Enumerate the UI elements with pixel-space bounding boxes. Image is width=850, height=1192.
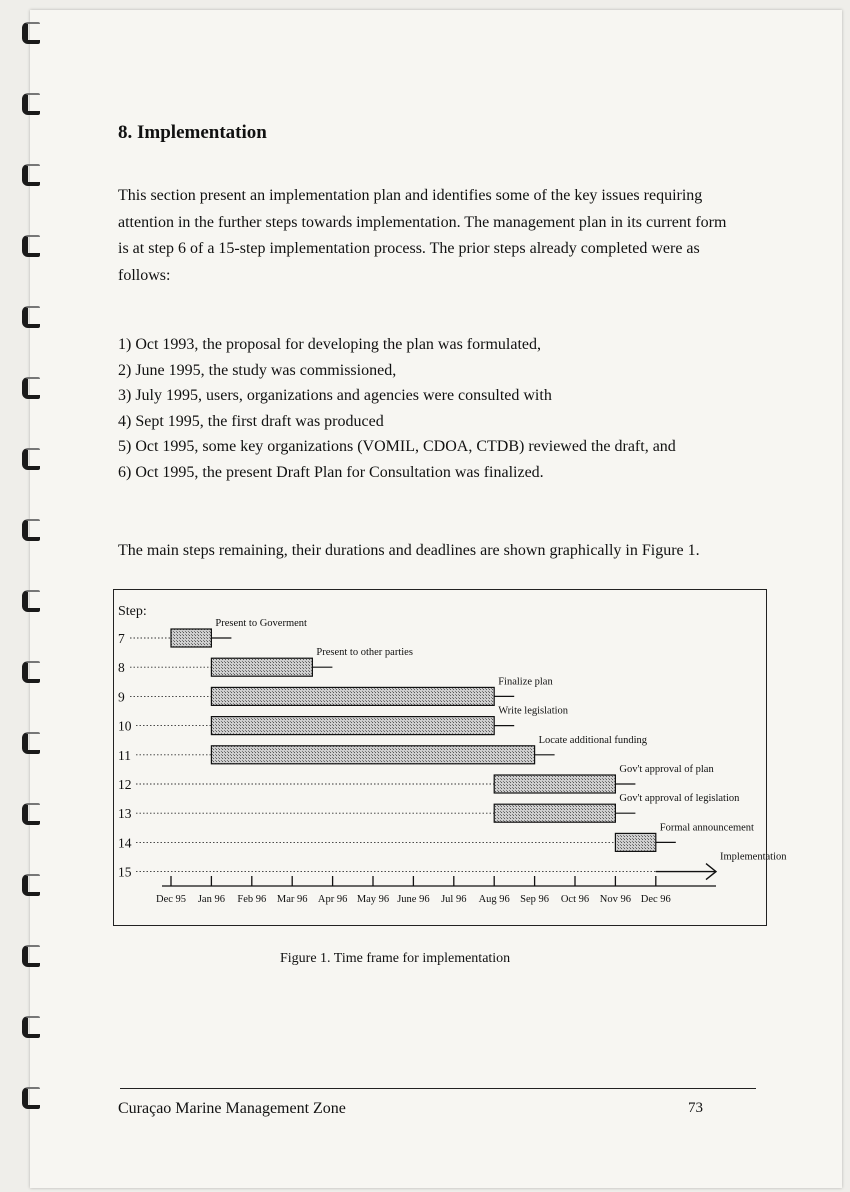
binding-ring — [22, 93, 40, 115]
task-bar — [494, 804, 615, 822]
remaining-steps-intro: The main steps remaining, their durations and deadlines are shown graphically in Figure 1. — [118, 542, 700, 559]
binding-ring — [22, 377, 40, 399]
x-tick-label: Oct 96 — [560, 894, 590, 905]
x-tick-label: Jul 96 — [441, 894, 467, 905]
task-label: Write legislation — [498, 705, 569, 717]
task-label: Formal announcement — [659, 822, 754, 834]
list-item: 5) Oct 1995, some key organizations (VOMIL, CDOA, CTDB) reviewed the draft, and — [118, 438, 676, 455]
x-tick-label: Apr 96 — [317, 894, 348, 905]
task-bar — [211, 658, 312, 676]
task-label: Locate additional funding — [538, 734, 648, 746]
x-tick-label: Sep 96 — [520, 894, 550, 905]
binding-ring — [22, 590, 40, 612]
task-label: Finalize plan — [498, 676, 553, 688]
x-tick-label: May 96 — [356, 894, 390, 905]
list-item: 2) June 1995, the study was commissioned, — [118, 361, 397, 379]
step-number: 7 — [118, 631, 125, 646]
step-number: 11 — [118, 747, 131, 763]
step-number: 9 — [118, 689, 125, 705]
list-item: 4) Sept 1995, the first draft was produced — [118, 412, 384, 430]
binding-ring — [22, 519, 40, 541]
binding-ring — [22, 945, 40, 967]
task-label: Gov't approval of legislation — [619, 793, 740, 805]
x-tick-label: June 96 — [397, 894, 430, 905]
x-tick-label: Nov 96 — [599, 894, 632, 905]
page-number: 73 — [688, 1100, 703, 1116]
step-number: 8 — [118, 660, 125, 676]
binding-ring — [22, 306, 40, 328]
x-tick-label: Dec 96 — [640, 894, 671, 905]
binding-ring — [22, 235, 40, 257]
task-bar — [494, 775, 615, 793]
step-number: 13 — [118, 806, 132, 822]
list-item: 6) Oct 1995, the present Draft Plan for Consultation was finalized. — [118, 463, 544, 481]
binding-ring — [22, 1087, 40, 1109]
binding-ring — [22, 22, 40, 44]
x-tick-label: Feb 96 — [237, 894, 267, 905]
step-number: 10 — [118, 718, 132, 734]
step-number: 12 — [118, 777, 132, 792]
binding-ring — [22, 1016, 40, 1038]
completed-steps-list — [118, 332, 676, 485]
figure-caption: Figure 1. Time frame for implementation — [280, 951, 511, 966]
task-bar — [211, 687, 494, 705]
task-label: Present to other parties — [316, 647, 413, 659]
list-item: 3) July 1995, users, organizations and agencies were consulted with — [118, 387, 552, 404]
intro-paragraph: This section present an implementation plan and identifies some of the key issues requiring attention in the further steps towards implementation. The management plan in its current form is at step 6 of a 15-step implementation process. The prior steps already completed were as follows: — [118, 187, 727, 284]
binding-ring — [22, 448, 40, 470]
footer-divider — [120, 1088, 756, 1089]
binding-ring — [22, 732, 40, 754]
binding-ring — [22, 661, 40, 683]
task-label: Present to Goverment — [215, 618, 307, 629]
task-bar — [211, 717, 494, 735]
task-bar — [615, 833, 655, 851]
binding-ring — [22, 803, 40, 825]
list-item: 1) Oct 1993, the proposal for developing the plan was formulated, — [118, 336, 541, 353]
section-heading: 8. Implementation — [118, 122, 267, 143]
step-number: 15 — [118, 864, 132, 880]
gantt-figure — [113, 589, 787, 926]
gantt-chart — [114, 590, 787, 927]
binding-ring — [22, 164, 40, 186]
task-label: Implementation — [720, 851, 787, 863]
x-tick-label: Dec 95 — [155, 894, 187, 905]
spiral-binding — [0, 0, 60, 1192]
binding-ring — [22, 874, 40, 896]
chart-y-label: Step: — [118, 604, 147, 619]
task-label: Gov't approval of plan — [619, 764, 714, 775]
x-tick-label: Aug 96 — [478, 894, 510, 905]
step-number: 14 — [118, 835, 132, 851]
task-bar — [171, 629, 211, 647]
footer-title: Curaçao Marine Management Zone — [118, 1100, 346, 1117]
x-tick-label: Jan 96 — [197, 894, 225, 905]
task-bar — [211, 746, 534, 764]
x-tick-label: Mar 96 — [276, 894, 308, 905]
